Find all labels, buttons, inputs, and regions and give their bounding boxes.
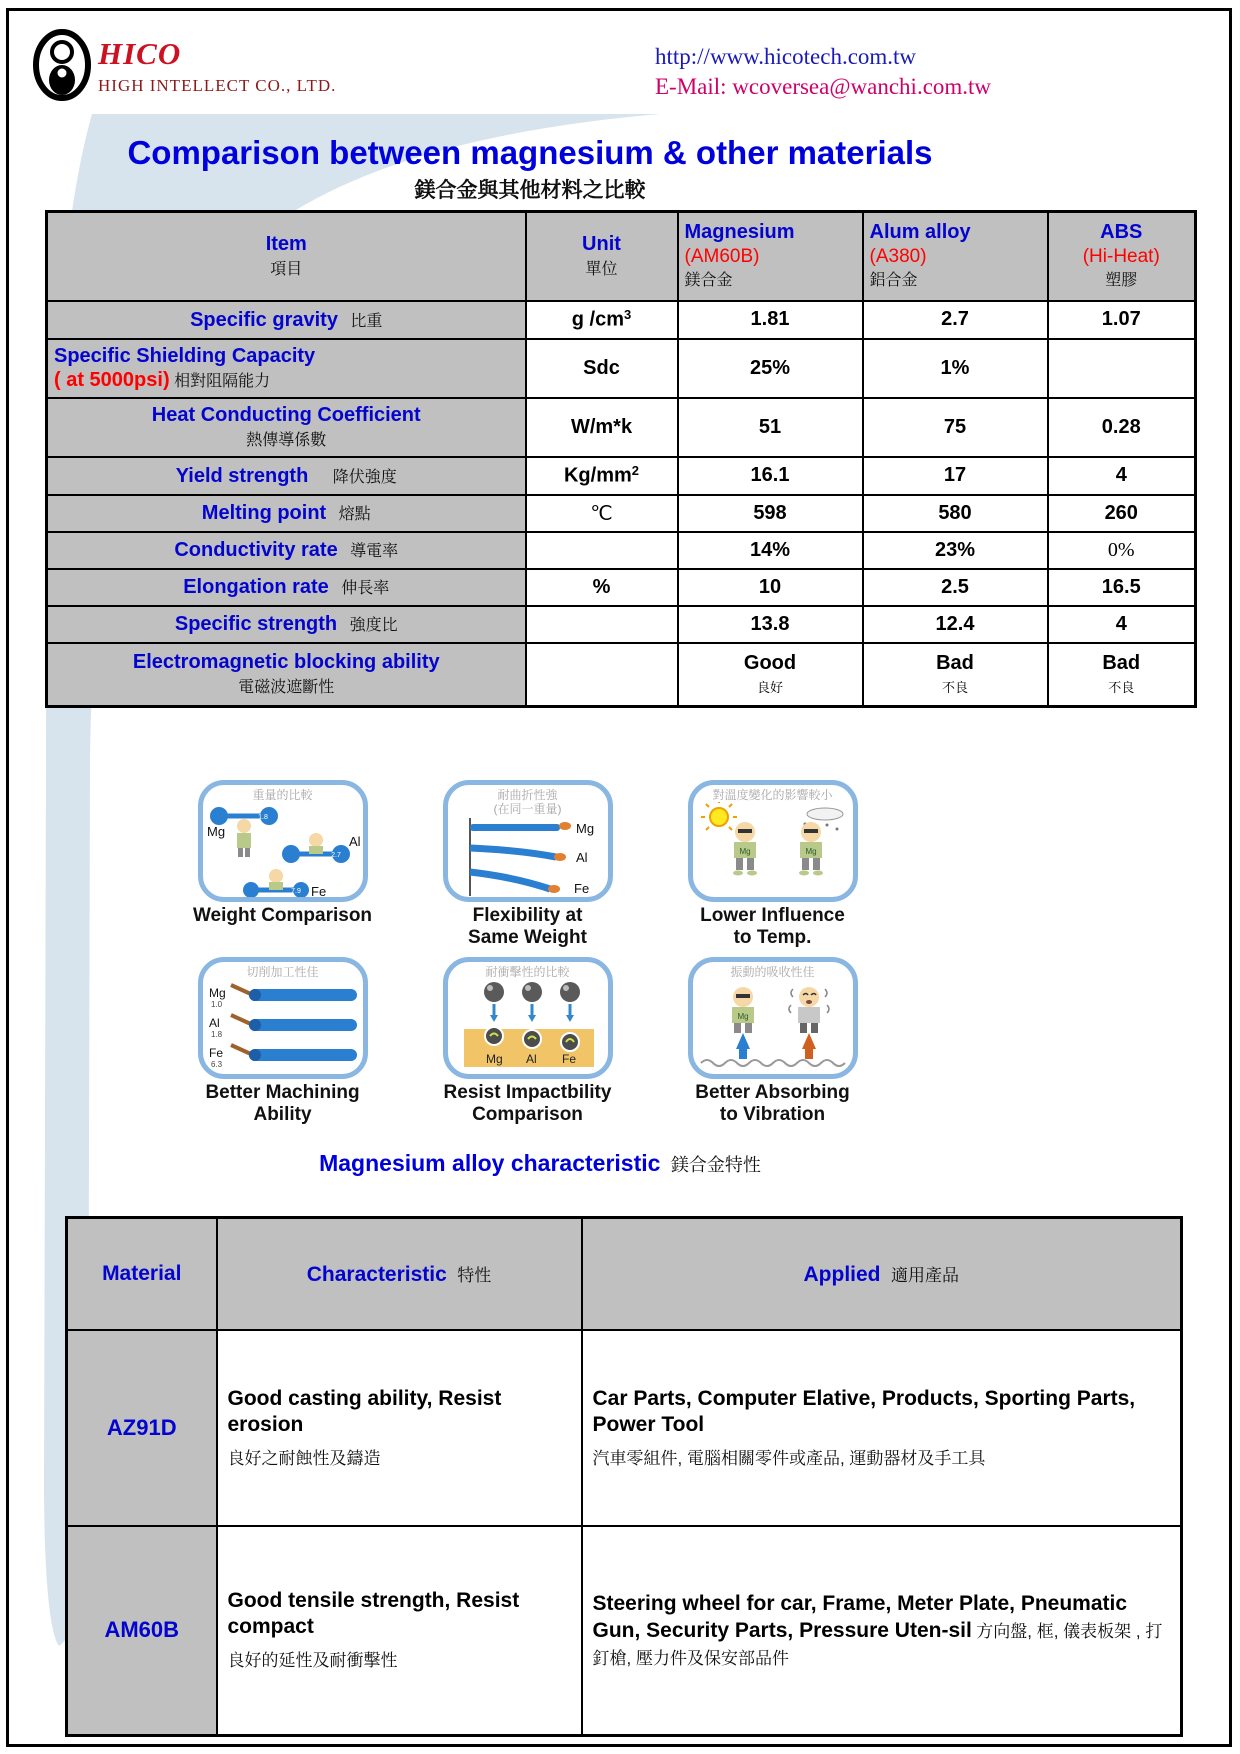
alum-zh: 鋁合金: [869, 271, 918, 289]
item-header-cell: [47, 212, 526, 301]
item-label: Specific Shielding Capacity: [54, 344, 316, 367]
unit-value: Kg/mm: [563, 464, 632, 487]
characteristic-cell: [217, 1526, 582, 1736]
characteristic-text-en: Good tensile strength, Resist compact: [227, 1589, 520, 1639]
item-cell: [47, 569, 526, 606]
item-label: Specific gravity: [190, 308, 338, 331]
table-row-specific-strength: [47, 606, 1196, 643]
panel-title-zh: 切削加工性佳: [246, 965, 319, 979]
vibration-drawing: [693, 979, 853, 1075]
table-row-yield-strength: [47, 457, 1196, 495]
panel-weight-comparison: [160, 780, 405, 951]
rating-value-zh: 不良: [941, 680, 968, 696]
panel-caption: Weight Comparison: [192, 905, 373, 926]
value-cell-alum: 2.7: [863, 301, 1048, 339]
unit-superscript: 2: [631, 463, 640, 479]
characteristic-header-cell: [217, 1218, 582, 1330]
rating-value: Bad: [1102, 652, 1141, 675]
value-mg: 1.0: [210, 1000, 222, 1009]
impact-illustration: [443, 957, 613, 1079]
item-label: Electromagnetic blocking ability: [132, 651, 440, 674]
value-cell-alum: 580: [863, 495, 1048, 532]
value-cell-abs: 16.5: [1048, 569, 1196, 606]
weight-comparison-drawing: [203, 802, 363, 902]
hico-logo-icon: [30, 28, 94, 102]
company-subtitle: HIGH INTELLECT CO., LTD.: [98, 76, 337, 95]
value-cell-magnesium: 16.1: [678, 457, 863, 495]
applied-text-zh: 汽車零組件, 電腦相關零件或產品, 運動器材及手工具: [592, 1448, 986, 1468]
label-mg: Mg: [208, 986, 226, 1000]
unit-cell: [526, 532, 678, 569]
applied-text-en: Car Parts, Computer Elative, Products, Sporting Parts, Power Tool: [592, 1386, 1136, 1436]
magnesium-column-header: [678, 212, 863, 301]
item-cell: [47, 398, 526, 457]
unit-value: g /cm: [571, 308, 624, 331]
unit-cell: [526, 301, 678, 339]
unit-superscript: 3: [624, 307, 632, 323]
panel-title-zh: 對溫度變化的影響較小: [712, 788, 833, 802]
characteristic-text-zh: 良好之耐蝕性及鑄造: [227, 1448, 381, 1468]
alum-code: (A380): [869, 245, 927, 267]
panel-caption: Resist Impactbility Comparison: [443, 1082, 612, 1125]
panel-caption: Flexibility at Same Weight: [468, 905, 587, 948]
label-fe: Fe: [310, 884, 326, 899]
value-cell-alum: 12.4: [863, 606, 1048, 643]
panel-vibration: [650, 957, 895, 1128]
applied-text-zh: 方向盤, 框, 儀表板架 , 打釘槍, 壓力件及保安部品件: [592, 1622, 1163, 1669]
temp-influence-drawing: [693, 802, 853, 898]
panel-title-zh: 耐曲折性強: [497, 788, 558, 802]
applied-text-en: Steering wheel for car, Frame, Meter Plate, Pneumatic Gun, Security Parts, Pressure Uten-sil: [592, 1592, 1128, 1643]
value-cell-magnesium: 25%: [678, 339, 863, 398]
value-cell-magnesium: 598: [678, 495, 863, 532]
applied-cell: [582, 1526, 1182, 1736]
email-link[interactable]: E-Mail: wcoversea@wanchi.com.tw: [655, 74, 992, 99]
label-al: Al: [575, 850, 588, 865]
characteristic-text-en: Good casting ability, Resist erosion: [227, 1386, 502, 1436]
value-cell-alum: [863, 643, 1048, 707]
alum-alloy-column-header: [863, 212, 1048, 301]
characteristic-text-zh: 良好的延性及耐衝擊性: [227, 1651, 398, 1671]
panel-title-zh: 振動的吸收性佳: [730, 965, 815, 979]
label-mg: Mg: [575, 821, 594, 836]
value-cell-alum: 1%: [863, 339, 1048, 398]
value-cell-abs: 260: [1048, 495, 1196, 532]
magnesium-name: Magnesium: [684, 220, 795, 243]
company-name: HICO: [98, 36, 182, 71]
item-label-zh: 導電率: [350, 543, 399, 560]
website-link[interactable]: http://www.hicotech.com.tw: [655, 44, 917, 69]
vibration-illustration: [688, 957, 858, 1079]
applied-cell: [582, 1330, 1182, 1526]
comparison-table: [45, 210, 1197, 708]
shirt-label-mg: Mg: [804, 847, 817, 856]
value-cell-magnesium: 51: [678, 398, 863, 457]
temp-influence-illustration: [688, 780, 858, 902]
item-cell: [47, 301, 526, 339]
value-cell-magnesium: 14%: [678, 532, 863, 569]
rating-value: Good: [743, 652, 797, 675]
panel-temp-influence: [650, 780, 895, 951]
table-row-am60b: [67, 1526, 1182, 1736]
shirt-label-mg: Mg: [738, 847, 751, 856]
panel-title-zh2: (在同一重量): [493, 802, 562, 816]
applied-header-cell: [582, 1218, 1182, 1330]
table-row-heat-conducting: [47, 398, 1196, 457]
item-label-zh: 降伏強度: [332, 468, 397, 486]
panel-machining: [160, 957, 405, 1128]
unit-cell: [526, 457, 678, 495]
flexibility-illustration: [443, 780, 613, 902]
item-label: Specific strength: [174, 613, 338, 635]
value-cell-alum: 17: [863, 457, 1048, 495]
material-cell: AZ91D: [67, 1330, 217, 1526]
value-cell-abs: [1048, 643, 1196, 707]
weight-value-fe: 7.9: [290, 888, 301, 895]
machining-drawing: [203, 979, 363, 1075]
weight-value-mg: 1.8: [257, 814, 268, 821]
value-cell-abs: 0%: [1048, 532, 1196, 569]
unit-header-cell: [526, 212, 678, 301]
magnesium-code: (AM60B): [684, 245, 760, 267]
panel-title-zh: 重量的比較: [252, 788, 313, 802]
value-cell-abs: 1.07: [1048, 301, 1196, 339]
panel-caption: Lower Influence to Temp.: [700, 905, 845, 948]
value-cell-abs: [1048, 339, 1196, 398]
item-header-label: Item: [265, 233, 307, 256]
table-row-elongation-rate: [47, 569, 1196, 606]
panel-caption: Better Absorbing to Vibration: [695, 1082, 850, 1125]
unit-cell: [526, 606, 678, 643]
machining-illustration: [198, 957, 368, 1079]
shirt-label-mg: Mg: [736, 1012, 749, 1021]
characteristic-table-header-row: [67, 1218, 1182, 1330]
material-header-cell: [67, 1218, 217, 1330]
flexibility-drawing: [448, 816, 608, 898]
item-cell: [47, 643, 526, 707]
unit-header-zh: 單位: [585, 261, 618, 279]
illustration-panels: [160, 780, 895, 1128]
label-al: Al: [525, 1052, 537, 1066]
characteristic-section-heading: [0, 1150, 1080, 1177]
rating-value: Bad: [936, 652, 974, 675]
characteristic-header-zh: 特性: [457, 1265, 492, 1285]
magnesium-zh: 鎂合金: [684, 271, 733, 289]
unit-cell: Sdc: [526, 339, 678, 398]
impact-drawing: [448, 979, 608, 1075]
table-row-shielding-capacity: [47, 339, 1196, 398]
table-row-specific-gravity: [47, 301, 1196, 339]
label-mg: Mg: [206, 824, 225, 839]
value-cell-abs: 4: [1048, 457, 1196, 495]
item-label: Elongation rate: [183, 576, 329, 598]
item-label-zh: 伸長率: [341, 580, 390, 597]
value-cell-abs: 4: [1048, 606, 1196, 643]
value-cell-magnesium: [678, 643, 863, 707]
section-heading-zh: 鎂合金特性: [670, 1155, 761, 1175]
page-title-chinese: 鎂合金與其他材料之比較: [414, 178, 646, 202]
unit-cell: %: [526, 569, 678, 606]
item-label-zh: 比重: [350, 312, 383, 330]
abs-column-header: [1048, 212, 1196, 301]
applied-header-label: Applied: [803, 1262, 881, 1286]
label-fe: Fe: [573, 881, 589, 896]
item-label-zh: 熔點: [338, 506, 371, 523]
characteristic-table: [65, 1216, 1183, 1737]
section-heading-en: Magnesium alloy characteristic: [319, 1150, 661, 1176]
alum-name: Alum alloy: [869, 220, 971, 243]
value-cell-magnesium: 13.8: [678, 606, 863, 643]
panel-flexibility: [405, 780, 650, 951]
item-header-zh: 項目: [270, 261, 303, 279]
table-row-conductivity-rate: [47, 532, 1196, 569]
table-row-az91d: [67, 1330, 1182, 1526]
unit-cell: ℃: [526, 495, 678, 532]
panel-title-zh: 耐衝擊性的比較: [485, 965, 570, 979]
page-title: Comparison between magnesium & other materials: [127, 134, 933, 171]
value-cell-magnesium: 1.81: [678, 301, 863, 339]
abs-zh: 塑膠: [1105, 271, 1138, 289]
unit-cell: W/m*k: [526, 398, 678, 457]
value-cell-alum: 75: [863, 398, 1048, 457]
item-label: Yield strength: [175, 464, 309, 487]
item-label-zh: 相對阻隔能力: [174, 372, 271, 390]
item-cell: [47, 532, 526, 569]
item-label: Conductivity rate: [174, 539, 338, 561]
label-mg: Mg: [485, 1052, 503, 1066]
item-cell: [47, 339, 526, 398]
item-cell: [47, 457, 526, 495]
label-al: Al: [208, 1016, 220, 1030]
material-header-label: Material: [102, 1261, 182, 1285]
weight-value-al: 2.7: [330, 852, 341, 859]
value-fe: 6.3: [210, 1060, 222, 1069]
unit-cell: [526, 643, 678, 707]
item-label-zh: 強度比: [349, 617, 398, 634]
item-cell: [47, 606, 526, 643]
panel-impact: [405, 957, 650, 1128]
label-fe: Fe: [561, 1052, 576, 1066]
value-cell-alum: 2.5: [863, 569, 1048, 606]
characteristic-cell: [217, 1330, 582, 1526]
abs-name: ABS: [1100, 220, 1143, 243]
label-fe: Fe: [208, 1046, 223, 1060]
item-cell: [47, 495, 526, 532]
applied-header-zh: 適用產品: [890, 1265, 959, 1285]
weight-comparison-illustration: [198, 780, 368, 902]
item-label: Melting point: [201, 502, 327, 524]
abs-code: (Hi-Heat): [1082, 245, 1160, 267]
value-al: 1.8: [210, 1030, 222, 1039]
panel-caption: Better Machining Ability: [205, 1082, 360, 1125]
label-al: Al: [348, 834, 361, 849]
material-cell: AM60B: [67, 1526, 217, 1736]
item-note: ( at 5000psi): [54, 368, 170, 391]
value-cell-abs: 0.28: [1048, 398, 1196, 457]
characteristic-header-label: Characteristic: [306, 1262, 447, 1286]
unit-header-label: Unit: [582, 233, 621, 256]
comparison-table-header-row: [47, 212, 1196, 301]
item-label-zh: 熱傳導係數: [246, 432, 327, 449]
rating-value-zh: 良好: [756, 680, 783, 696]
rating-value-zh: 不良: [1108, 680, 1135, 696]
item-label-zh: 電磁波遮斷性: [238, 679, 335, 697]
table-row-melting-point: [47, 495, 1196, 532]
table-row-electromagnetic-blocking: [47, 643, 1196, 707]
item-label: Heat Conducting Coefficient: [151, 404, 421, 426]
value-cell-magnesium: 10: [678, 569, 863, 606]
value-cell-alum: 23%: [863, 532, 1048, 569]
